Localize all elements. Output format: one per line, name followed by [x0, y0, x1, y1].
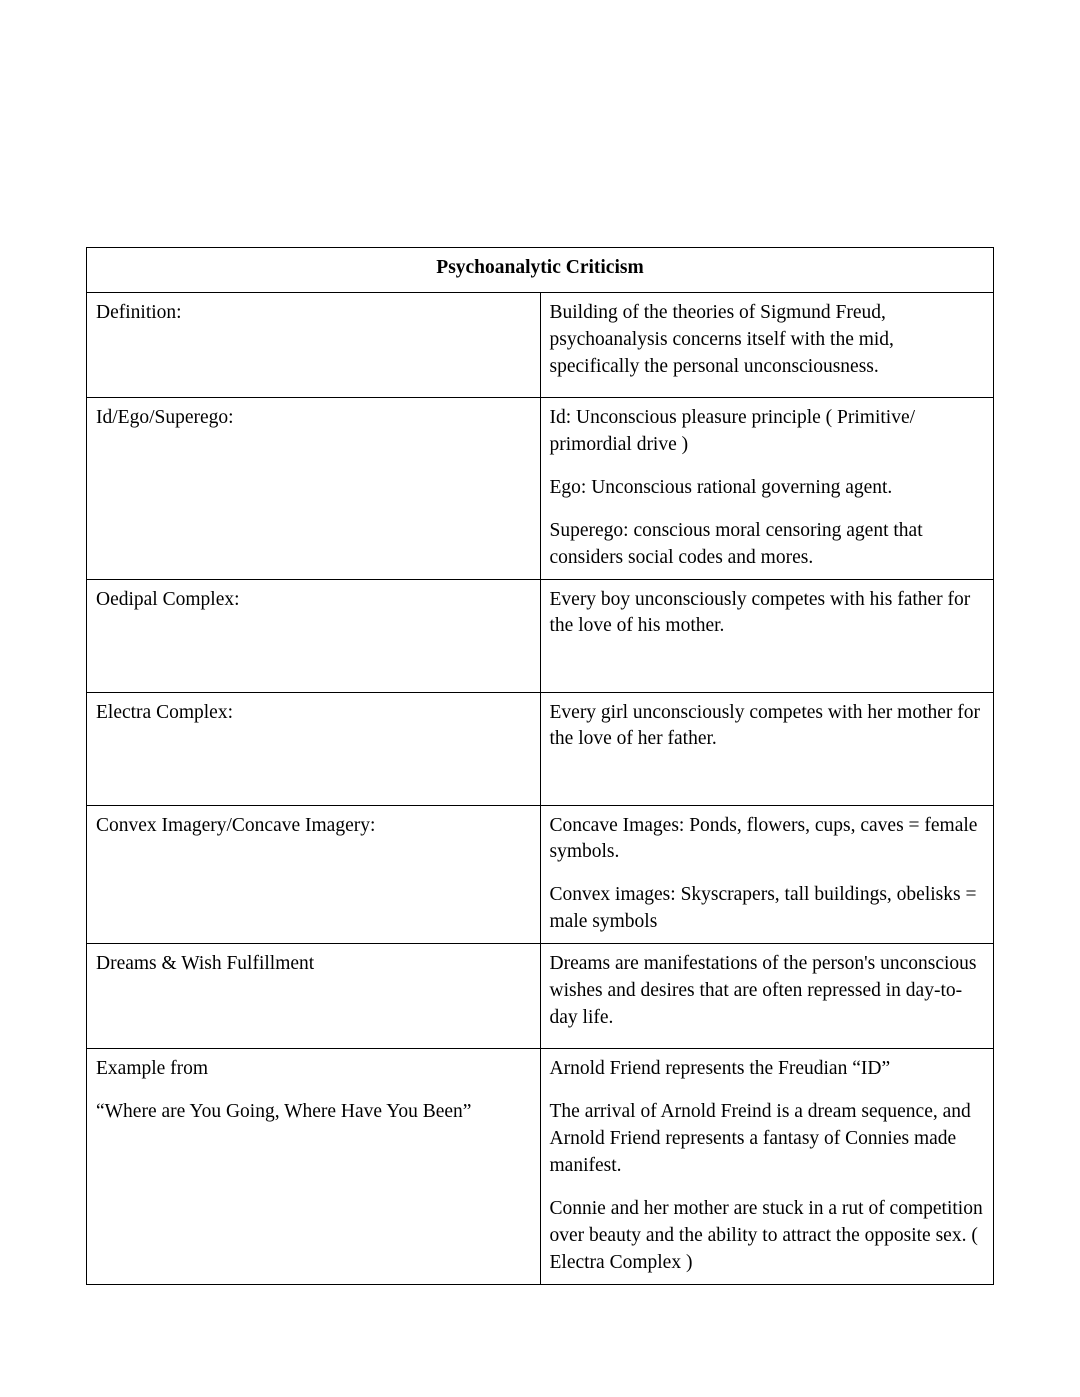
paragraph: Id: Unconscious pleasure principle ( Primitive/ primordial drive )	[549, 407, 916, 455]
paragraph: Convex images: Skyscrapers, tall buildings, obelisks = male symbols	[549, 884, 977, 933]
row-label-id-ego-superego: Id/Ego/Superego:	[87, 398, 541, 580]
table-row	[87, 293, 994, 398]
row-label-definition: Definition:	[87, 293, 541, 398]
table-row	[87, 1049, 994, 1284]
example-label-line2: “Where are You Going, Where Have You Been”	[96, 1101, 472, 1123]
row-content-definition	[540, 293, 994, 398]
paragraph: Building of the theories of Sigmund Freud, psychoanalysis concerns itself with the mid, specifically the personal unconsciousness.	[549, 302, 894, 377]
table-row	[87, 692, 994, 805]
example-label-line1: Example from	[96, 1058, 209, 1080]
paragraph: Connie and her mother are stuck in a rut of competition over beauty and the ability to attract the opposite sex. ( Electra Complex )	[549, 1197, 983, 1273]
paragraph: Concave Images: Ponds, flowers, cups, caves = female symbols.	[549, 814, 978, 863]
table-title: Psychoanalytic Criticism	[87, 248, 994, 293]
table-row	[87, 944, 994, 1049]
paragraph: Every boy unconsciously competes with his father for the love of his mother.	[549, 588, 971, 637]
row-label-dreams-wish-fulfillment: Dreams & Wish Fulfillment	[87, 944, 541, 1049]
paragraph: Ego: Unconscious rational governing agent.	[549, 476, 893, 498]
paragraph: Arnold Friend represents the Freudian “ID”	[549, 1058, 891, 1080]
row-content-convex-concave-imagery	[540, 805, 994, 944]
row-content-dreams-wish-fulfillment	[540, 944, 994, 1049]
row-content-example-from	[540, 1049, 994, 1284]
paragraph: Every girl unconsciously competes with her mother for the love of her father.	[549, 701, 981, 750]
paragraph: The arrival of Arnold Freind is a dream sequence, and Arnold Friend represents a fantasy of Connies made manifest.	[549, 1101, 971, 1176]
table-row	[87, 579, 994, 692]
row-label-oedipal-complex: Oedipal Complex:	[87, 579, 541, 692]
table-row	[87, 805, 994, 944]
row-label-electra-complex: Electra Complex:	[87, 692, 541, 805]
row-content-id-ego-superego	[540, 398, 994, 580]
psychoanalytic-criticism-table	[86, 247, 994, 1285]
paragraph: Dreams are manifestations of the person's unconscious wishes and desires that are often repressed in day-to-day life.	[549, 953, 977, 1028]
table-title-row	[87, 248, 994, 293]
row-label-example-from	[87, 1049, 541, 1284]
row-content-electra-complex	[540, 692, 994, 805]
row-label-convex-concave-imagery: Convex Imagery/Concave Imagery:	[87, 805, 541, 944]
paragraph: Superego: conscious moral censoring agent that considers social codes and mores.	[549, 519, 923, 568]
row-content-oedipal-complex	[540, 579, 994, 692]
table-row	[87, 398, 994, 580]
